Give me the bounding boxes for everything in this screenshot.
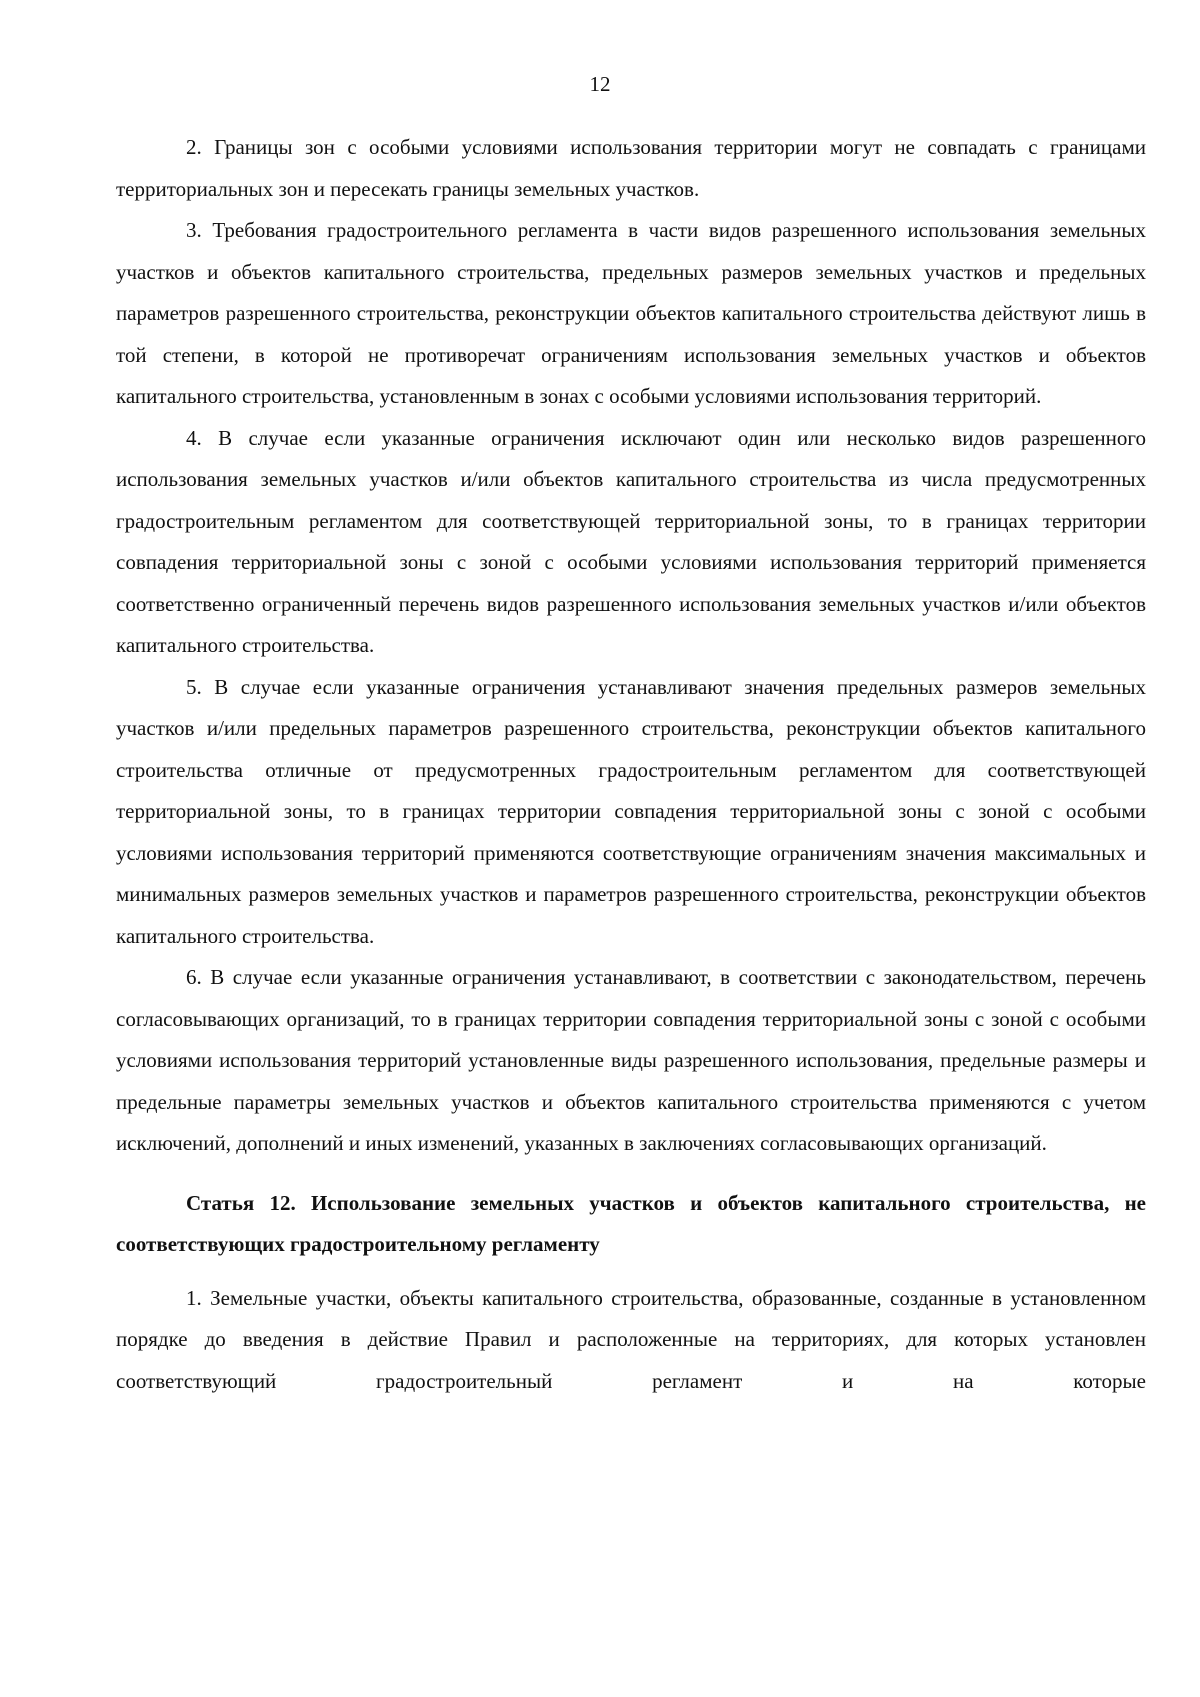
document-body xyxy=(116,127,1146,1402)
paragraph-6: 6. В случае если указанные ограничения устанавливают, в соответствии с законодательством, перечень согласовывающих организаций, то в границах территории совпадения территориальной зоны с зоной с особыми условиями использования территорий установленные виды разрешенного использования, предельные размеры и предельные параметры земельных участков и объектов капитального строительства применяются с учетом исключений, дополнений и иных изменений, указанных в заключениях согласовывающих организаций. xyxy=(116,965,1146,1155)
paragraph-5: 5. В случае если указанные ограничения устанавливают значения предельных размеров земельных участков и/или предельных параметров разрешенного строительства, реконструкции объектов капитального строительства отличные от предусмотренных градостроительным регламентом для соответствующей территориальной зоны, то в границах территории совпадения территориальной зоны с зоной с особыми условиями использования территорий применяются соответствующие ограничениям значения максимальных и минимальных размеров земельных участков и параметров разрешенного строительства, реконструкции объектов капитального строительства. xyxy=(116,674,1146,948)
article-12-paragraph-1: 1. Земельные участки, объекты капитального строительства, образованные, созданные в установленном порядке до введения в действие Правил и расположенные на территориях, для которых установлен соответствующий градостроительный регламент и на которые xyxy=(116,1285,1146,1393)
paragraph-3: 3. Требования градостроительного регламента в части видов разрешенного использования земельных участков и объектов капитального строительства, предельных размеров земельных участков и предельных параметров разрешенного строительства, реконструкции объектов капитального строительства действуют лишь в той степени, в которой не противоречат ограничениям использования земельных участков и объектов капитального строительства, установленным в зонах с особыми условиями использования территорий. xyxy=(116,218,1146,408)
article-12-heading: Статья 12. Использование земельных участков и объектов капитального строительства, не соответствующих градостроительному регламенту xyxy=(116,1190,1146,1256)
paragraph-2: 2. Границы зон с особыми условиями использования территории могут не совпадать с границами территориальных зон и пересекать границы земельных участков. xyxy=(116,135,1146,201)
page-number: 12 xyxy=(589,72,611,96)
paragraph-4: 4. В случае если указанные ограничения исключают один или несколько видов разрешенного использования земельных участков и/или объектов капитального строительства из числа предусмотренных градостроительным регламентом для соответствующей территориальной зоны, то в границах территории совпадения территориальной зоны с зоной с особыми условиями использования территорий применяется соответственно ограниченный перечень видов разрешенного использования земельных участков и/или объектов капитального строительства. xyxy=(116,425,1146,657)
